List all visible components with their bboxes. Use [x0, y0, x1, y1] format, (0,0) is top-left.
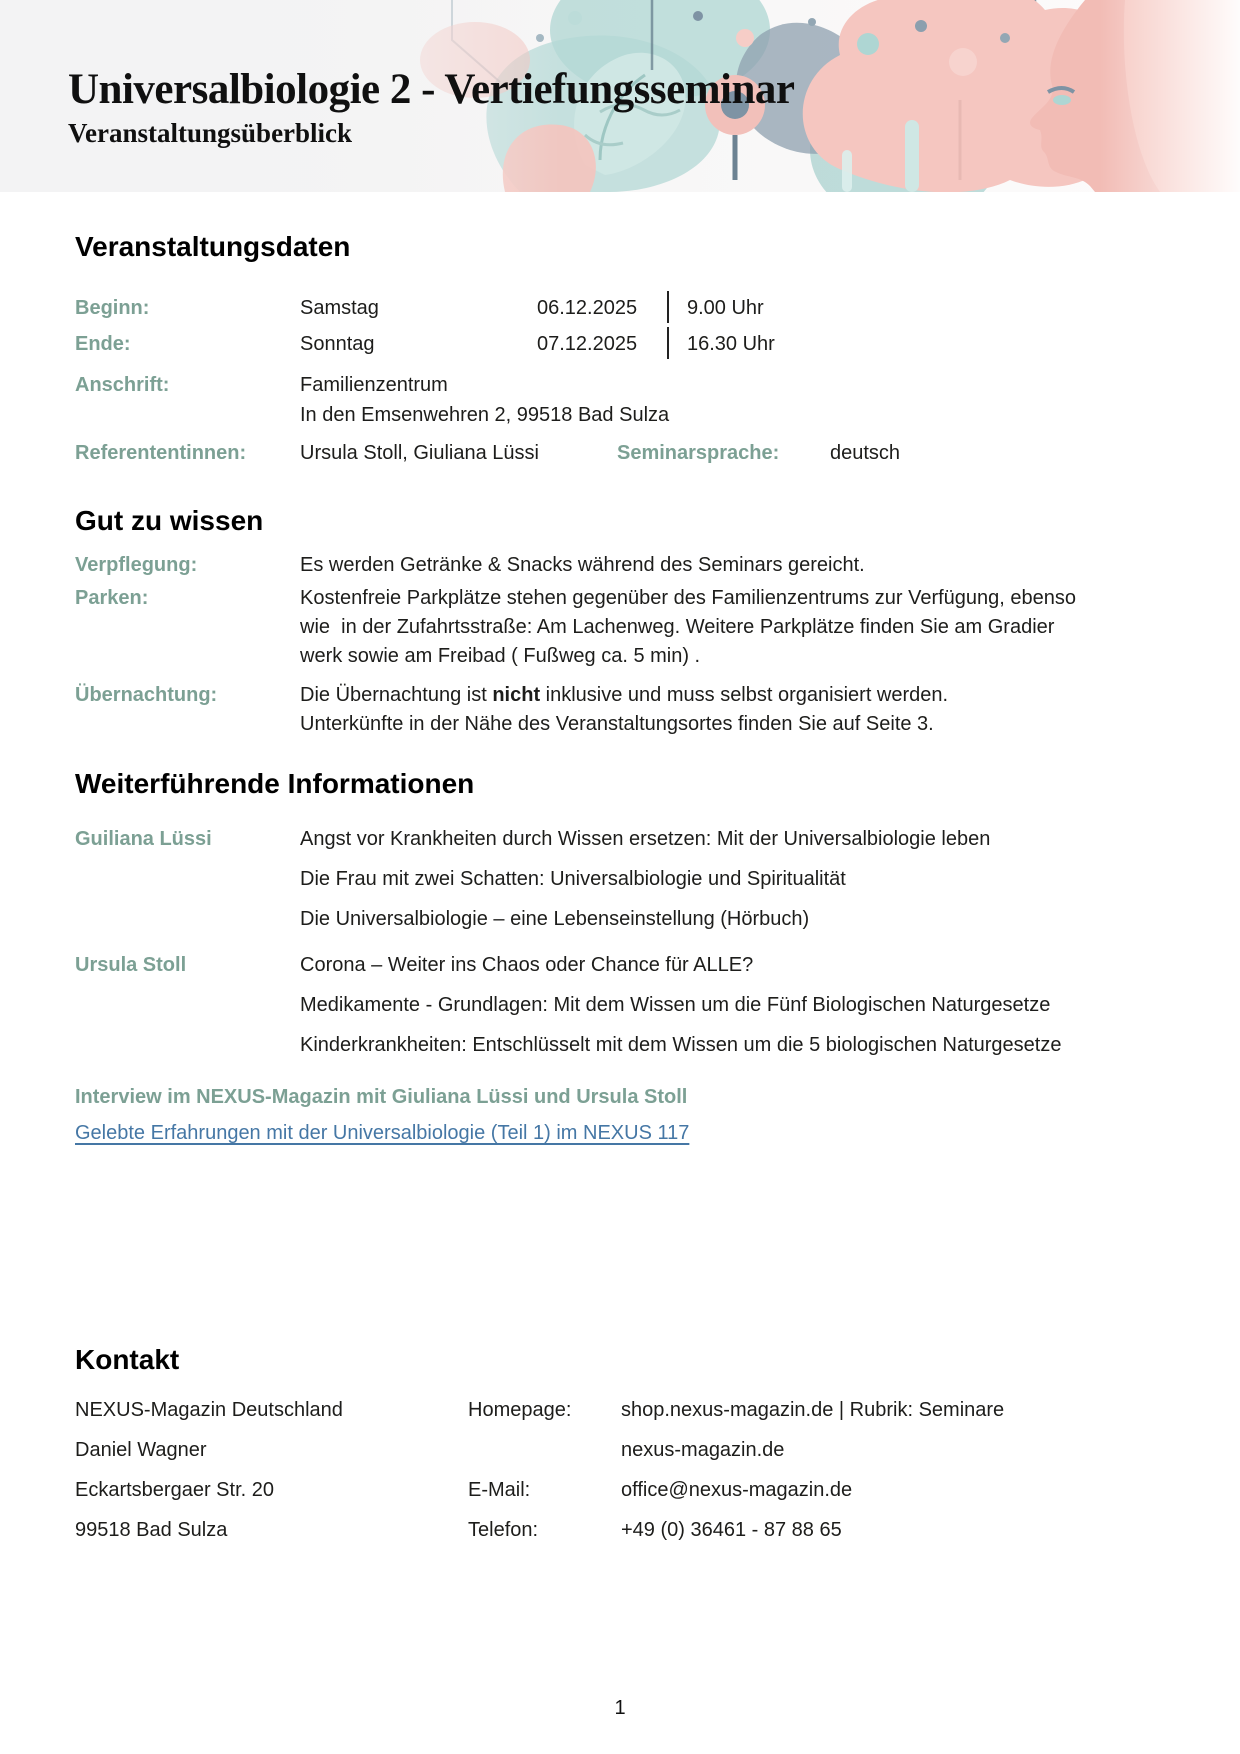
row-uebernachtung: [75, 681, 1165, 739]
row-referenten: [75, 438, 1165, 468]
parken-label: Parken:: [75, 587, 149, 610]
book-title: Corona – Weiter ins Chaos oder Chance für ALLE?: [300, 953, 754, 976]
uebernachtung-line1: [300, 681, 1165, 710]
empty-cell: [468, 1430, 621, 1470]
book-title: Medikamente - Grundlagen: Mit dem Wissen um die Fünf Biologischen Naturgesetze: [300, 993, 1051, 1016]
contact-grid: [75, 1390, 1165, 1550]
row-parken: [75, 584, 1165, 671]
page-footer: [0, 1697, 1240, 1720]
contact-org: NEXUS-Magazin Deutschland: [75, 1399, 343, 1422]
row-beginn: [75, 290, 1165, 326]
contact-street: Eckartsbergaer Str. 20: [75, 1479, 274, 1502]
book-title: Kinderkrankheiten: Entschlüsselt mit dem Wissen um die 5 biologischen Naturgesetze: [300, 1033, 1062, 1056]
page-number: 1: [614, 1697, 626, 1719]
anschrift-value: [300, 370, 1165, 430]
beginn-label: Beginn:: [75, 296, 150, 319]
author-name: Guiliana Lüssi: [75, 827, 212, 850]
contact-person: Daniel Wagner: [75, 1439, 207, 1462]
interview-link[interactable]: Gelebte Erfahrungen mit der Universalbiologie (Teil 1) im NEXUS 117: [75, 1121, 690, 1144]
page-subtitle: Veranstaltungsüberblick: [68, 118, 353, 149]
verpflegung-text: Es werden Getränke & Snacks während des Seminars gereicht.: [300, 554, 865, 577]
header-banner: [0, 0, 1240, 192]
book-title: Die Universalbiologie – eine Lebenseinstellung (Hörbuch): [300, 907, 810, 930]
uebernachtung-text-before: Die Übernachtung ist: [300, 684, 493, 707]
document-body: [0, 230, 1240, 1550]
anschrift-line2: In den Emsenwehren 2, 99518 Bad Sulza: [300, 403, 670, 426]
homepage-value: shop.nexus-magazin.de | Rubrik: Seminare: [621, 1399, 1005, 1422]
anschrift-label: Anschrift:: [75, 373, 170, 396]
date-time-separator: [667, 291, 669, 323]
parken-line2: wie in der Zufahrtsstraße: Am Lachenweg. Weitere Parkplätze finden Sie am Gradier: [300, 616, 1055, 639]
seminarsprache-label: Seminarsprache:: [617, 441, 780, 464]
book-title: Angst vor Krankheiten durch Wissen ersetzen: Mit der Universalbiologie leben: [300, 827, 991, 850]
ende-label: Ende:: [75, 332, 131, 355]
ende-day: Sonntag: [300, 332, 375, 355]
ende-time: 16.30 Uhr: [687, 332, 775, 355]
telefon-label: Telefon:: [468, 1519, 539, 1542]
book-title: Die Frau mit zwei Schatten: Universalbiologie und Spiritualität: [300, 867, 846, 890]
book-list: [300, 825, 1165, 933]
beginn-time: 9.00 Uhr: [687, 296, 764, 319]
row-anschrift: [75, 370, 1165, 430]
ende-date: 07.12.2025: [537, 332, 638, 355]
page-title: Universalbiologie 2 - Vertiefungsseminar: [68, 66, 795, 113]
row-ende: [75, 326, 1165, 362]
uebernachtung-bold-word: nicht: [492, 684, 541, 707]
parken-text: [300, 584, 1165, 671]
row-verpflegung: [75, 551, 1165, 580]
section-heading-gut-zu-wissen: Gut zu wissen: [75, 504, 264, 536]
referenten-value: Ursula Stoll, Giuliana Lüssi: [300, 441, 539, 464]
section-kontakt: [75, 1343, 1165, 1551]
email-label: E-Mail:: [468, 1479, 531, 1502]
section-weiterfuehrende-informationen: [75, 767, 1165, 1147]
author-block-guiliana-luessi: [75, 825, 1165, 933]
section-gut-zu-wissen: [75, 504, 1165, 740]
homepage-value-2: nexus-magazin.de: [621, 1439, 785, 1462]
author-block-ursula-stoll: [75, 951, 1165, 1059]
interview-link-row: [75, 1119, 1165, 1147]
referenten-label: Referententinnen:: [75, 441, 247, 464]
homepage-label: Homepage:: [468, 1399, 572, 1422]
parken-line1: Kostenfreie Parkplätze stehen gegenüber des Familienzentrums zur Verfügung, ebenso: [300, 587, 1077, 610]
ende-datetime: [537, 326, 1165, 362]
interview-heading: Interview im NEXUS-Magazin mit Giuliana Lüssi und Ursula Stoll: [75, 1085, 688, 1108]
uebernachtung-text-after: inklusive und muss selbst organisiert werden.: [540, 684, 949, 707]
seminarsprache-value: deutsch: [830, 441, 901, 464]
section-heading-kontakt: Kontakt: [75, 1343, 180, 1375]
anschrift-line1: Familienzentrum: [300, 373, 448, 396]
beginn-date: 06.12.2025: [537, 296, 638, 319]
email-value: office@nexus-magazin.de: [621, 1479, 853, 1502]
uebernachtung-label: Übernachtung:: [75, 684, 218, 707]
book-list: [300, 951, 1165, 1059]
section-heading-weiterfuehrende-informationen: Weiterführende Informationen: [75, 768, 475, 800]
contact-city: 99518 Bad Sulza: [75, 1519, 228, 1542]
uebernachtung-line2: Unterkünfte in der Nähe des Veranstaltungsortes finden Sie auf Seite 3.: [300, 713, 934, 736]
section-heading-veranstaltungsdaten: Veranstaltungsdaten: [75, 231, 351, 262]
section-veranstaltungsdaten: [75, 230, 1165, 468]
telefon-value: +49 (0) 36461 - 87 88 65: [621, 1519, 842, 1542]
author-name: Ursula Stoll: [75, 953, 187, 976]
date-time-separator: [667, 327, 669, 359]
uebernachtung-text: [300, 681, 1165, 739]
beginn-day: Samstag: [300, 296, 379, 319]
parken-line3: werk sowie am Freibad ( Fußweg ca. 5 min) .: [300, 645, 701, 668]
beginn-datetime: [537, 290, 1165, 326]
verpflegung-label: Verpflegung:: [75, 554, 198, 577]
